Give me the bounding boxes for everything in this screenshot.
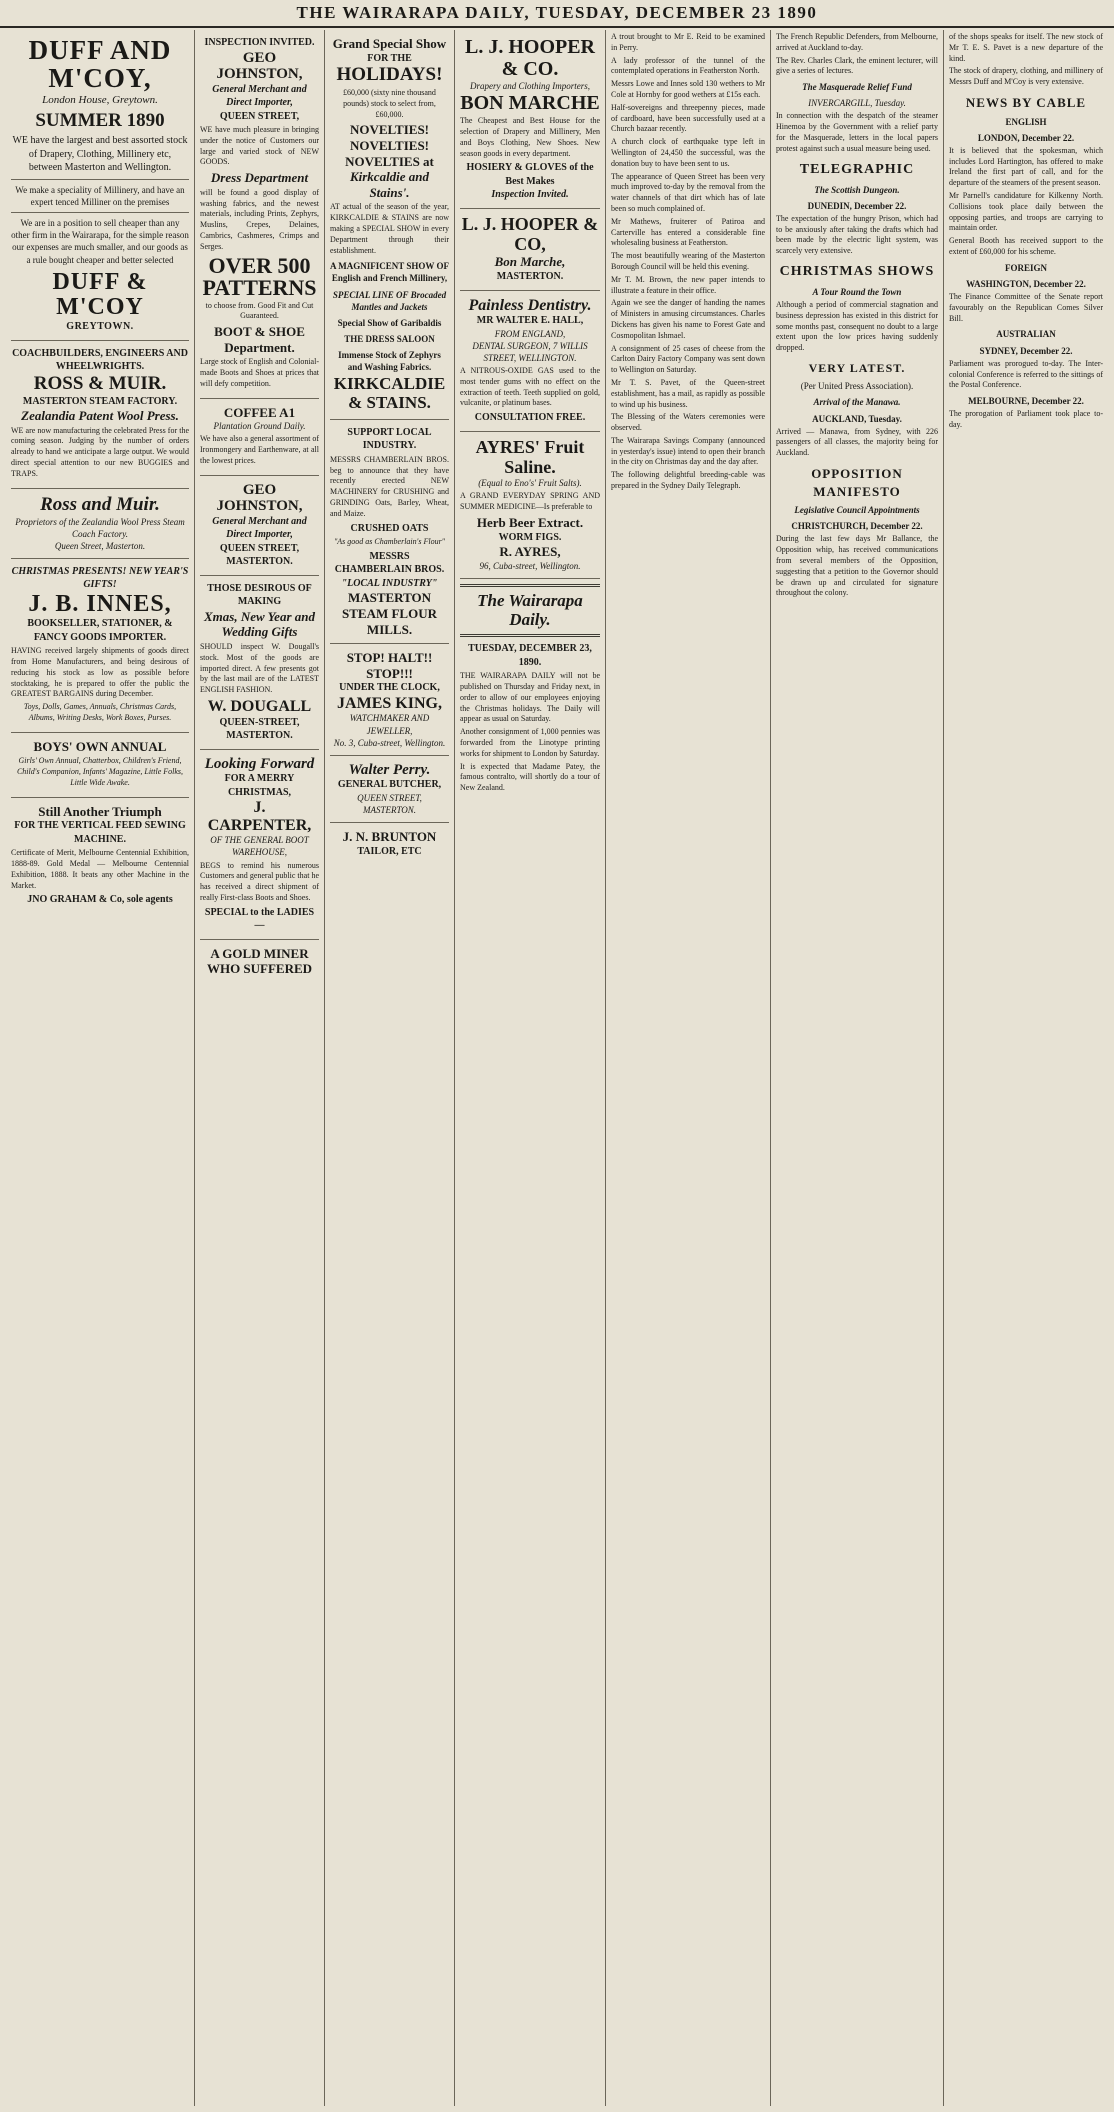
ad-special: SPECIAL to the LADIES— [204, 906, 315, 932]
section-subheading: A Tour Round the Town [812, 286, 902, 297]
ad-town: MASTERTON. [496, 271, 564, 283]
section-body-3: General Booth has received support to the extent of £60,000 for his scheme. [949, 236, 1103, 256]
ad-body: WE have the largest and best assorted stock of Drapery, Clothing, Millinery etc, between Masterton and Wellington. [12, 135, 188, 174]
hooper-ad-2 [460, 209, 600, 291]
news-paragraph: Half-sovereigns and threepenny pieces, made of cardboard, have been successfully used at a Church bazaar recently. [611, 102, 765, 134]
johnston-ad [200, 30, 319, 399]
ad-sub: CRUSHED OATS [350, 522, 429, 534]
ad-section-sub: SPECIAL LINE OF Brocaded Mantles and Jackets [332, 289, 447, 312]
ad-name: L. J. HOOPER & CO. [464, 36, 595, 80]
section-body: In connection with the despatch of the steamer Hinemoa by the Government with a relief party for the Masquerade, letters in the local papers protest against such a usual measure being used. [776, 111, 938, 153]
ad-motto: "LOCAL INDUSTRY" [341, 577, 438, 589]
column-7 [944, 30, 1108, 2106]
ad-body: The Cheapest and Best House for the selection of Drapery and Millinery, Men and Boys Clothing, New Shoes. New season goods in every department. [460, 116, 600, 158]
ad-novelties-3: NOVELTIES at [345, 153, 434, 169]
ad-quote: "As good as Chamberlain's Flour" [333, 537, 446, 547]
coffee-ad [200, 399, 319, 476]
ad-address: No. 3, Cuba-street, Wellington. [333, 737, 446, 748]
ad-body: Girls' Own Annual, Chatterbox, Children's Friend, Child's Companion, Infants' Magazine, Little Folks, Little Wide Awake. [16, 756, 184, 787]
news-paragraph: The French Republic Defenders, from Melbourne, arrived at Auckland to-day. [776, 32, 938, 52]
column-3 [325, 30, 455, 2106]
news-paragraph: of the shops speaks for itself. The new stock of Mr T. E. S. Pavet is a new departure of the kind. [949, 32, 1103, 63]
ad-heading: CHRISTMAS PRESENTS! NEW YEAR'S GIFTS! [11, 565, 189, 591]
ad-footer: KIRKCALDIE & STAINS. [333, 374, 446, 413]
dateline: LONDON, December 22. [977, 132, 1075, 143]
ad-body: SHOULD inspect W. Dougall's stock. Most of the goods are imported direct. A few presents got by the last mail are of the LATEST ENGLISH FASHION. [200, 642, 319, 695]
ad-role: OF THE GENERAL BOOT WAREHOUSE, [210, 835, 309, 858]
ad-title: Grand Special Show [332, 36, 447, 51]
dateline: SYDNEY, December 22. [979, 345, 1073, 356]
section-heading: NEWS BY CABLE [965, 94, 1087, 110]
divider [460, 634, 600, 637]
ad-count: OVER 500 PATTERNS [202, 252, 317, 300]
ad-section-2: BOOT & SHOE Department. [214, 324, 305, 355]
ad-title: STOP! HALT!! STOP!!! [346, 650, 433, 681]
ad-novelties: NOVELTIES! [350, 122, 429, 138]
ad-title: COFFEE A1 [223, 404, 296, 420]
gold-miner-ad [200, 940, 319, 983]
ad-subtitle-2: Herb Beer Extract. [476, 515, 584, 531]
ad-footer: CONSULTATION FREE. [474, 412, 586, 424]
ad-subtitle: BOOKSELLER, STATIONER, & FANCY GOODS IMPORTER. [27, 618, 173, 643]
ad-name: R. AYRES, [499, 544, 561, 560]
innes-ad [11, 559, 189, 733]
section-body: The Finance Committee of the Senate report favourably on the Republican Comes Silver Bill. [949, 292, 1103, 323]
ad-name: J. N. BRUNTON [342, 829, 437, 845]
ad-section-2: Special Show of Garibaldis [337, 317, 442, 328]
ayres-ad [460, 432, 600, 579]
ad-signature: JNO GRAHAM & Co, sole agents [27, 894, 173, 906]
ad-section-3: Immense Stock of Zephyrs and Washing Fabrics. [338, 350, 441, 373]
news-paragraph: Mr T. M. Brown, the new paper intends to illustrate a feature in their office. [611, 274, 765, 295]
news-paragraph: Again we see the danger of handing the names of Ministers in amusing circumstances. Charles Dickens has given his name to Forest Gate and Cosmopolitan Ishmael. [611, 298, 765, 340]
section-body: Although a period of commercial stagnation and business depression has existed in this district for some months past, consequent no doubt to a large extent upon the low prices having suddenly dropped. [776, 300, 938, 353]
ad-subtitle: Proprietors of the Zealandia Wool Press Steam Coach Factory. [15, 516, 185, 539]
divider [460, 584, 600, 587]
ad-address: DENTAL SURGEON, 7 WILLIS STREET, WELLINGTON. [472, 340, 588, 363]
ad-subtitle: FOR THE VERTICAL FEED SEWING MACHINE. [14, 820, 186, 845]
ad-worm: WORM FIGS. [498, 531, 562, 543]
ad-count-body: to choose from. Good Fit and Cut Guaranteed. [205, 300, 314, 321]
ad-role: WATCHMAKER AND JEWELLER, [349, 713, 430, 736]
dateline: WASHINGTON, December 22. [966, 278, 1086, 289]
duff-mccoy-ad [11, 30, 189, 341]
divider [11, 212, 189, 213]
section-heading: AUSTRALIAN [996, 329, 1056, 340]
ad-footer: DUFF & M'COY [52, 268, 148, 320]
section-heading: FOREIGN [1004, 262, 1047, 273]
column-4 [455, 30, 606, 2106]
news-paragraph: Mr Mathews, fruiterer of Patiroa and Carterville has entered a considerable fine wholesaling business at Featherston. [611, 216, 765, 248]
ad-section: A MAGNIFICENT SHOW OF English and French Millinery, [330, 261, 449, 284]
news-paragraph: The appearance of Queen Street has been very much improved to-day by the removal from the water channels of that dirt which has of late been so much complained of. [611, 171, 765, 213]
news-paragraph: The Blessing of the Waters ceremonies were observed. [611, 412, 765, 433]
divider [11, 179, 189, 180]
section-body: The expectation of the hungry Prison, which had to be anxiously after taking the drafts which had been made by the electric light system, was scarcely very extensive. [776, 213, 938, 256]
ad-body: WE are now manufacturing the celebrated Press for the coming season. Judging by the number of orders already to hand we anticipate a large output. We would direct special attention to our new BUGGIES and TRAPS. [11, 425, 189, 478]
ad-name: GEO JOHNSTON, [216, 49, 303, 82]
ad-role: GENERAL BUTCHER, [337, 779, 442, 791]
ad-title: A GOLD MINER WHO SUFFERED [206, 945, 313, 977]
ad-section: Dress Department [210, 170, 309, 186]
ad-section-body: will be found a good display of washing fabrics, and the newest materials, including Prints, Zephyrs, Muslins, Crepes, Delaines, Cambrics, Cashmeres, Crimps and Serges. [200, 187, 319, 251]
ad-town: QUEEN-STREET, MASTERTON. [219, 716, 300, 742]
news-paragraph: The following delightful breeding-cable was prepared in the Sydney Daily Telegraph. [611, 470, 765, 491]
section-body: Arrived — Manawa, from Sydney, with 226 passengers of all classes, the majority being for Auckland. [776, 426, 938, 458]
ad-name: W. DOUGALL [207, 698, 312, 716]
ad-section-2: Inspection Invited. [491, 189, 569, 201]
brunton-ad [330, 823, 449, 864]
ad-body: HAVING received largely shipments of goods direct from Home Manufacturers, and being desirous of reducing his stock as low as possible before stocktaking, he is prepared to offer the public the GREATEST BARGAINS during December. [11, 646, 189, 699]
ad-address: QUEEN STREET, MASTERTON. [357, 792, 422, 816]
ad-subtitle: UNDER THE CLOCK, [339, 682, 440, 694]
section-heading: TELEGRAPHIC [799, 161, 915, 177]
ad-footer: MASTERTON STEAM FLOUR MILLS. [342, 590, 437, 637]
dateline: AUCKLAND, Tuesday. [812, 413, 902, 424]
ad-subtitle-2: Queen Street, Masterton. [54, 540, 146, 551]
section-heading-2: Arrival of the Manawa. [813, 397, 901, 408]
ad-body: MESSRS CHAMBERLAIN BROS. beg to announce that they have recently erected NEW MACHINERY for CRUSHING and GRINDING Oats, Barley, Wheat, and Maize. [330, 454, 449, 518]
ad-body: A GRAND EVERYDAY SPRING AND SUMMER MEDICINE—Is preferable to [460, 491, 600, 512]
column-2 [195, 30, 325, 2106]
paper-date: TUESDAY, DECEMBER 23, 1890. [468, 643, 592, 668]
johnston-ad-2 [200, 476, 319, 576]
ad-body: We have also a general assortment of Ironmongery and Earthenware, at all the lowest prices. [200, 434, 319, 466]
ad-title: BOYS' OWN ANNUAL [33, 738, 167, 754]
ad-holidays: HOLIDAYS! [336, 64, 443, 86]
ad-role: TAILOR, ETC [357, 845, 422, 857]
ad-body: AT actual of the season of the year, KIRKCALDIE & STAINS are now making a SPECIAL SHOW in every Department through their establishment. [330, 202, 449, 255]
paper-title: The Wairarapa Daily. [477, 590, 583, 629]
ad-award: Zealandia Patent Wool Press. [21, 408, 179, 424]
section-subheading: ENGLISH [1005, 116, 1047, 127]
hooper-ad [460, 30, 600, 209]
ad-name: GEO JOHNSTON, [216, 481, 303, 515]
ad-role: General Merchant and Direct Importer, [212, 83, 307, 108]
column-1 [6, 30, 195, 2106]
annual-ad [11, 733, 189, 798]
ad-street: QUEEN STREET, [219, 110, 300, 122]
dateline: DUNEDIN, December 22. [807, 200, 907, 211]
ad-count: £60,000 (sixty nine thousand pounds) stock to select from, £60,000. [343, 87, 436, 119]
king-ad [330, 644, 449, 756]
news-paragraph: The Rev. Charles Clark, the eminent lecturer, will give a series of lectures. [776, 55, 938, 76]
ad-store: Bon Marche, [494, 254, 566, 270]
news-paragraph: The stock of drapery, clothing, and millinery of Messrs Duff and M'Coy is very extensive. [949, 66, 1103, 87]
ad-subtitle: London House, Greytown. [42, 93, 158, 106]
section-heading: VERY LATEST. [808, 361, 906, 376]
news-paragraph: The most beautifully wearing of the Masterton Borough Council will be held this evening. [611, 251, 765, 271]
section-body: During the last few days Mr Ballance, the Opposition whip, has received communications from several members of the Opposition, suggesting that a petition to the Governor should be drawn up and circulated for signature throughout the colony. [776, 534, 938, 598]
ad-title: J. B. INNES, [28, 590, 172, 617]
dentistry-ad [460, 291, 600, 432]
masthead [0, 0, 1114, 28]
ross-muir-ad-2 [11, 489, 189, 559]
ad-body: WE have much pleasure in bringing under the notice of Customers our large and varied stock of NEW GOODS. [200, 125, 319, 167]
ad-novelties-2: NOVELTIES! [350, 137, 429, 153]
paper-body-3: It is expected that Madame Patey, the famous contralto, will shortly do a tour of New Zealand. [460, 761, 600, 793]
ad-role: General Merchant and Direct Importer, [212, 515, 307, 541]
ad-role: FROM ENGLAND, [494, 328, 566, 339]
sewing-machine-ad [11, 798, 189, 915]
ad-title: Ross and Muir. [40, 493, 160, 515]
ad-title: SUPPORT LOCAL INDUSTRY. [347, 426, 432, 452]
ad-section-2-body: Large stock of English and Colonial-made Boots and Shoes at prices that will defy competition. [200, 357, 319, 388]
ad-title: DUFF AND M'COY, [28, 35, 172, 94]
ad-subtitle: Plantation Ground Daily. [213, 421, 306, 432]
section-body: Parliament was prorogued to-day. The Inter-colonial Conference is referred to the sittings of the Postal Conference. [949, 358, 1103, 390]
news-paragraph: The Wairarapa Savings Company (announced in yesterday's issue) intend to open their branch in the city on Christmas day and the day after. [611, 435, 765, 467]
ad-name: L. J. HOOPER & CO, [461, 213, 599, 254]
section-heading: OPPOSITION MANIFESTO [811, 466, 903, 499]
ad-name: Walter Perry. [348, 761, 431, 778]
section-subheading: (Per United Press Association). [800, 381, 914, 392]
section-body: It is believed that the spokesman, which includes Lord Hartington, has offered to make Ireland the first part of call, and for the departure of the steamers of the present season. [949, 145, 1103, 188]
dougall-ad [200, 576, 319, 750]
ad-subtitle: Xmas, New Year and Wedding Gifts [204, 608, 315, 640]
column-6 [771, 30, 944, 2106]
news-paragraph: A trout brought to Mr E. Reid to be examined in Perry. [611, 32, 765, 52]
section-heading: The Masquerade Relief Fund [802, 82, 912, 93]
ad-body: Certificate of Merit, Melbourne Centennial Exhibition, 1888-89. Gold Medal — Melbourne Centennial Exhibition, 1888. It beats any other Machine in the Market. [11, 848, 189, 890]
ad-title: ROSS & MUIR. [33, 372, 167, 394]
ad-role: Drapery and Clothing Importers, [470, 81, 590, 91]
ad-name: J. CARPENTER, [207, 799, 312, 834]
ad-name: MR WALTER E. HALL, [476, 315, 584, 327]
ad-title: Still Another Triumph [38, 803, 162, 819]
news-paragraph: A consignment of 25 cases of cheese from the Carlton Dairy Factory Company was sent down to Wellington on Saturday. [611, 343, 765, 375]
chamberlain-ad [330, 420, 449, 644]
ad-title: Painless Dentistry. [468, 296, 592, 314]
masthead-title: THE WAIRARAPA DAILY, TUESDAY, DECEMBER 23 1890 [296, 3, 818, 22]
ad-street: QUEEN STREET, MASTERTON. [219, 542, 300, 568]
ad-body: A NITROUS-OXIDE GAS used to the most tender gums with no effect on the extraction of teeth. Teeth supplied on gold, vulcanite, or platinum bases. [460, 366, 600, 408]
column-5 [606, 30, 771, 2106]
section-subheading: Legislative Council Appointments [794, 505, 920, 516]
columns [6, 30, 1108, 2106]
ad-name: JAMES KING, [337, 694, 442, 712]
dateline-2: MELBOURNE, December 22. [968, 396, 1084, 407]
ad-body-3: We are in a position to sell cheaper than any other firm in the Wairarapa, for the simple reason our expenses are much smaller, and our goods as a rule bought cheaper and better selected [11, 218, 189, 265]
ad-body: BEGS to remind his numerous Customers and general public that he has received a direct shipment of really First-class Boots and Shoes. [200, 860, 319, 902]
kirkcaldie-ad [330, 30, 449, 420]
ross-muir-ad [11, 341, 189, 489]
ad-section: HOSIERY & GLOVES of the Best Makes [466, 162, 594, 187]
ad-section-2-sub: THE DRESS SALOON [344, 334, 435, 345]
perry-ad [330, 756, 449, 823]
carpenter-ad [200, 750, 319, 940]
news-paragraph: Mr T. S. Pavet, of the Queen-street establishment, has a mail, as rapidly as possible to wind up his business. [611, 377, 765, 409]
ad-list: Toys, Dolls, Games, Annuals, Christmas Cards, Albums, Writing Desks, Work Boxes, Purses. [23, 702, 177, 722]
ad-address: 96, Cuba-street, Wellington. [479, 560, 581, 571]
news-paragraph: A lady professor of the tunnel of the contemplated operations in Featherston North. [611, 55, 765, 76]
dateline: CHRISTCHURCH, December 22. [791, 521, 923, 532]
section-heading: CHRISTMAS SHOWS [779, 264, 935, 280]
section-body-2: Mr Parnell's candidature for Kilkenny North. Collisions took place daily between the opposing parties, and troops are carrying to maintain order. [949, 191, 1103, 233]
ad-town: GREYTOWN. [66, 321, 134, 333]
ad-for: FOR THE [367, 52, 412, 64]
ad-title: Looking Forward [204, 755, 315, 772]
section-body-2: The prorogation of Parliament took place to-day. [949, 409, 1103, 430]
ad-season: SUMMER 1890 [35, 109, 165, 131]
ad-name: MESSRS CHAMBERLAIN BROS. [334, 550, 445, 576]
ad-heading: THOSE DESIROUS OF MAKING [207, 582, 312, 608]
ad-store: Kirkcaldie and Stains'. [349, 169, 430, 200]
ad-heading: COACHBUILDERS, ENGINEERS AND WHEELWRIGHTS. [12, 347, 188, 373]
section-subheading: The Scottish Dungeon. [814, 184, 900, 195]
ad-subtitle: MASTERTON STEAM FACTORY. [22, 395, 178, 407]
paper-body-2: Another consignment of 1,000 pennies was forwarded from the Linotype printing works for shipment to London by Saturday. [460, 727, 600, 758]
ad-heading: INSPECTION INVITED. [204, 37, 315, 48]
ad-subtitle: (Equal to Eno's' Fruit Salts). [478, 478, 582, 489]
ad-subtitle: FOR A MERRY CHRISTMAS, [224, 773, 295, 798]
paper-body: THE WAIRARAPA DAILY will not be published on Thursday and Friday next, in order to allow of our employees enjoying the Christmas holidays. The Daily will appear as usual on Saturday. [460, 671, 600, 724]
ad-body-2: We make a speciality of Millinery, and have an expert tenced Milliner on the premises [15, 184, 185, 208]
ad-title: AYRES' Fruit Saline. [475, 436, 585, 477]
section-subheading: INVERCARGILL, Tuesday. [808, 98, 906, 109]
news-paragraph: Messrs Lowe and Innes sold 130 wethers to Mr Cole at Hornby for good wethers at £15s each. [611, 79, 765, 99]
news-paragraph: A church clock of earthquake type left in Wellington of 24,450 the successful, was the donation buy to have been sent to us. [611, 137, 765, 168]
ad-store: BON MARCHE [460, 92, 600, 115]
